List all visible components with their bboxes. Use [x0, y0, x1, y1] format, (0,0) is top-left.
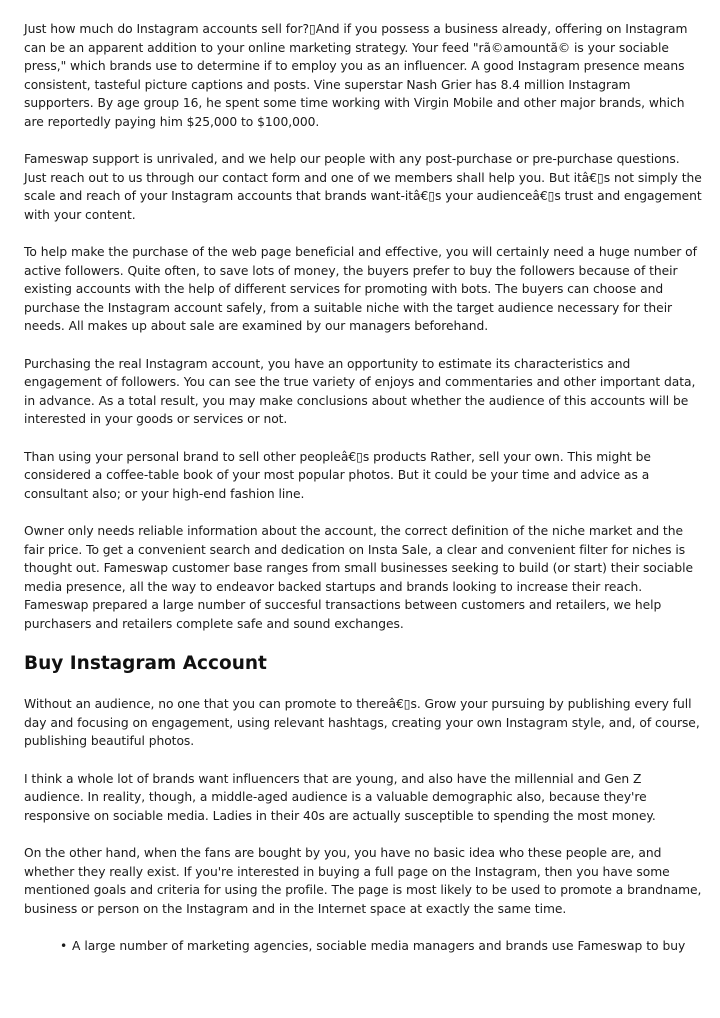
- paragraph: On the other hand, when the fans are bought by you, you have no basic idea who these people are, and whether they really exist. If you're interested in buying a full page on the Instagram, then you have some mentioned goals and criteria for using the profile. The page is most likely to be used to promote a brandname, business or person on the Instagram and in the Internet space at exactly the same time.: [24, 846, 702, 916]
- list-item: [60, 937, 702, 956]
- bullet-icon: •: [60, 939, 68, 953]
- bullet-list: [24, 937, 702, 956]
- paragraph: To help make the purchase of the web page beneficial and effective, you will certainly need a huge number of active followers. Quite often, to save lots of money, the buyers prefer to buy the followers because of their existing accounts with the help of different services for promoting with bots. The buyers can choose and purchase the Instagram account safely, from a suitable niche with the target audience necessary for their needs. All makes up about sale are examined by our managers beforehand.: [24, 245, 697, 333]
- paragraph: Just how much do Instagram accounts sell for?▯And if you possess a business already, offering on Instagram can be an apparent addition to your online marketing strategy. Your feed "rã©amountã© is your sociable press," which brands use to determine if to employ you as an influencer. A good Instagram presence means consistent, tasteful picture captions and posts. Vine superstar Nash Grier has 8.4 million Instagram supporters. By age group 16, he spent some time working with Virgin Mobile and other major brands, which are reportedly paying him $25,000 to $100,000.: [24, 22, 688, 129]
- paragraph: Without an audience, no one that you can promote to thereâ€▯s. Grow your pursuing by publishing every full day and focusing on engagement, using relevant hashtags, creating your own Instagram style, and, of course, publishing beautiful photos.: [24, 697, 700, 748]
- paragraph: Than using your personal brand to sell other peopleâ€▯s products Rather, sell your own. This might be considered a coffee-table book of your most popular photos. But it could be your time and advice as a consultant also; or your high-end fashion line.: [24, 449, 651, 501]
- section-heading: Buy Instagram Account: [24, 653, 267, 674]
- paragraph: I think a whole lot of brands want influencers that are young, and also have the millennial and Gen Z audience. In reality, though, a middle-aged audience is a valuable demographic also, because they're responsive on sociable media. Ladies in their 40s are actually susceptible to spending the most money.: [24, 771, 656, 823]
- paragraph: Purchasing the real Instagram account, you have an opportunity to estimate its characteristics and engagement of followers. You can see the true variety of enjoys and commentaries and other important data, in advance. As a total result, you may make conclusions about whether the audience of this accounts will be interested in your goods or services or not.: [24, 356, 696, 426]
- paragraph: Fameswap support is unrivaled, and we help our people with any post-purchase or pre-purchase questions. Just reach out to us through our contact form and one of we members shall help you. But itâ€▯s not simply the scale and reach of your Instagram accounts that brands want-itâ€▯s your audienceâ€▯s trust and engagement with your content.: [24, 152, 702, 222]
- paragraph: Owner only needs reliable information about the account, the correct definition of the niche market and the fair price. To get a convenient search and dedication on Insta Sale, a clear and convenient filter for niches is thought out. Fameswap customer base ranges from small businesses seeking to build (or start) their sociable media presence, all the way to endeavor backed startups and brands looking to increase their reach. Fameswap prepared a large number of succesful transactions between customers and retailers, we help purchasers and retailers complete safe and sound exchanges.: [24, 524, 693, 631]
- list-item-text: A large number of marketing agencies, sociable media managers and brands use Fameswap to buy: [72, 939, 686, 953]
